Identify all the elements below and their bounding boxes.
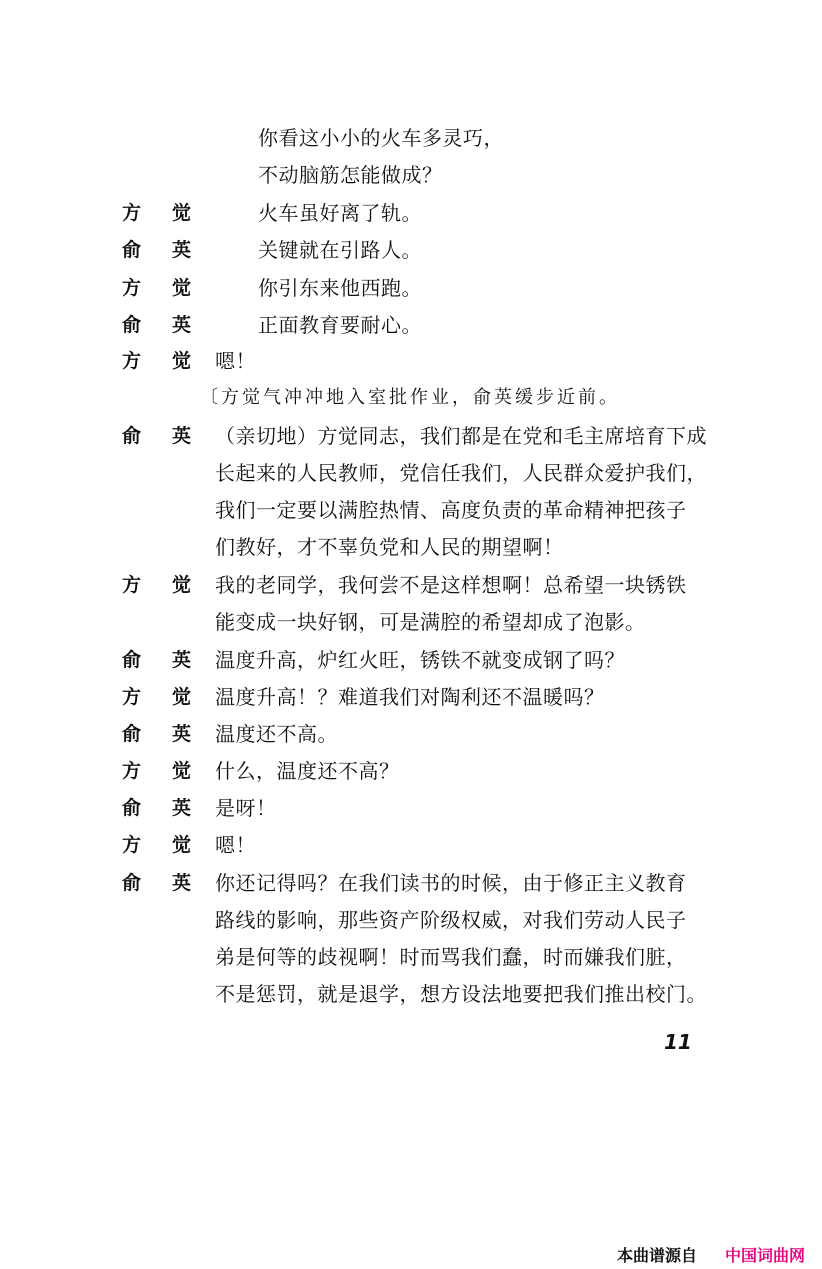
dialogue-line: 你还记得吗？在我们读书的时候，由于修正主义教育	[215, 871, 687, 895]
dialogue-line: 是呀！	[215, 796, 277, 820]
dialogue-line: 我的老同学，我何尝不是这样想啊！总希望一块锈铁	[215, 573, 687, 597]
stage-direction: 〔方觉气冲冲地入室批作业，俞英缓步近前。	[200, 387, 620, 408]
document-page: 你看这小小的火车多灵巧， 不动脑筋怎能做成？ 方 觉 火车虽好离了轨。 俞 英 关键就在引路人。 方 觉 你引东来他西跑。 俞 英 正面教育要耐心。 方 觉 嗯！ 〔方觉气冲冲地入室批作业，俞英缓步近前。 俞 英 （亲切地）方觉同志，我们都是在党和毛主席培育下成 长起来的人民教师，党信任我们，人民群众爱护我们， 我们一定要以满腔热情、高度负责的革命精神把孩子 们教好，才不辜负党和人民的期望啊！ 方 觉 我的老同学，我何尝不是这样想啊！总希望一块锈铁 能变成一块好钢，可是满腔的希望却成了泡影。 俞 英 温度升高，炉红火旺，锈铁不就变成钢了吗？ 方 觉 温度升高！？难道我们对陶利还不温暖吗？ 俞 英 温度还不高。 方 觉 什么，温度还不高？ 俞 英 是呀！ 方 觉 嗯！ 俞 英 你还记得吗？在我们读书的时候，由于修正主义教育 路线的影响，那些资产阶级权威，对我们劳动人民子 弟是何等的歧视啊！时而骂我们蠢，时而嫌我们脏， 不是惩罚，就是退学，想方设法地要把我们推出校门。 11 本曲谱源自 中国词曲网	[122, 126, 806, 1265]
source-label: 本曲谱源自	[617, 1246, 698, 1265]
page-number: 11	[664, 1030, 692, 1054]
dialogue-line: 温度升高！？难道我们对陶利还不温暖吗？	[215, 685, 605, 709]
dialogue-line: 关键就在引路人。	[258, 238, 422, 262]
dialogue-line: 温度还不高。	[215, 722, 338, 746]
dialogue-line: 不是惩罚，就是退学，想方设法地要把我们推出校门。	[215, 982, 707, 1006]
dialogue-line: 火车虽好离了轨。	[258, 201, 422, 225]
dialogue-line: 嗯！	[215, 833, 256, 857]
dialogue-line: 路线的影响，那些资产阶级权威，对我们劳动人民子	[215, 908, 687, 932]
verse-line: 你看这小小的火车多灵巧，	[258, 126, 504, 150]
verse-line: 不动脑筋怎能做成？	[258, 163, 443, 187]
dialogue-line: 能变成一块好钢，可是满腔的希望却成了泡影。	[215, 610, 646, 634]
dialogue-line: 你引东来他西跑。	[258, 276, 422, 300]
dialogue-line: 长起来的人民教师，党信任我们，人民群众爱护我们，	[215, 461, 707, 485]
dialogue-line: 们教好，才不辜负党和人民的期望啊！	[215, 535, 564, 559]
dialogue-line: 弟是何等的歧视啊！时而骂我们蠢，时而嫌我们脏，	[215, 945, 687, 969]
dialogue-line: （亲切地）方觉同志，我们都是在党和毛主席培育下成	[215, 424, 707, 448]
dialogue-line: 我们一定要以满腔热情、高度负责的革命精神把孩子	[215, 498, 687, 522]
dialogue-line: 正面教育要耐心。	[258, 313, 422, 337]
dialogue-line: 什么，温度还不高？	[215, 759, 400, 783]
site-name-link[interactable]: 中国词曲网	[725, 1246, 806, 1265]
dialogue-line: 温度升高，炉红火旺，锈铁不就变成钢了吗？	[215, 648, 625, 672]
dialogue-line: 嗯！	[215, 349, 256, 373]
